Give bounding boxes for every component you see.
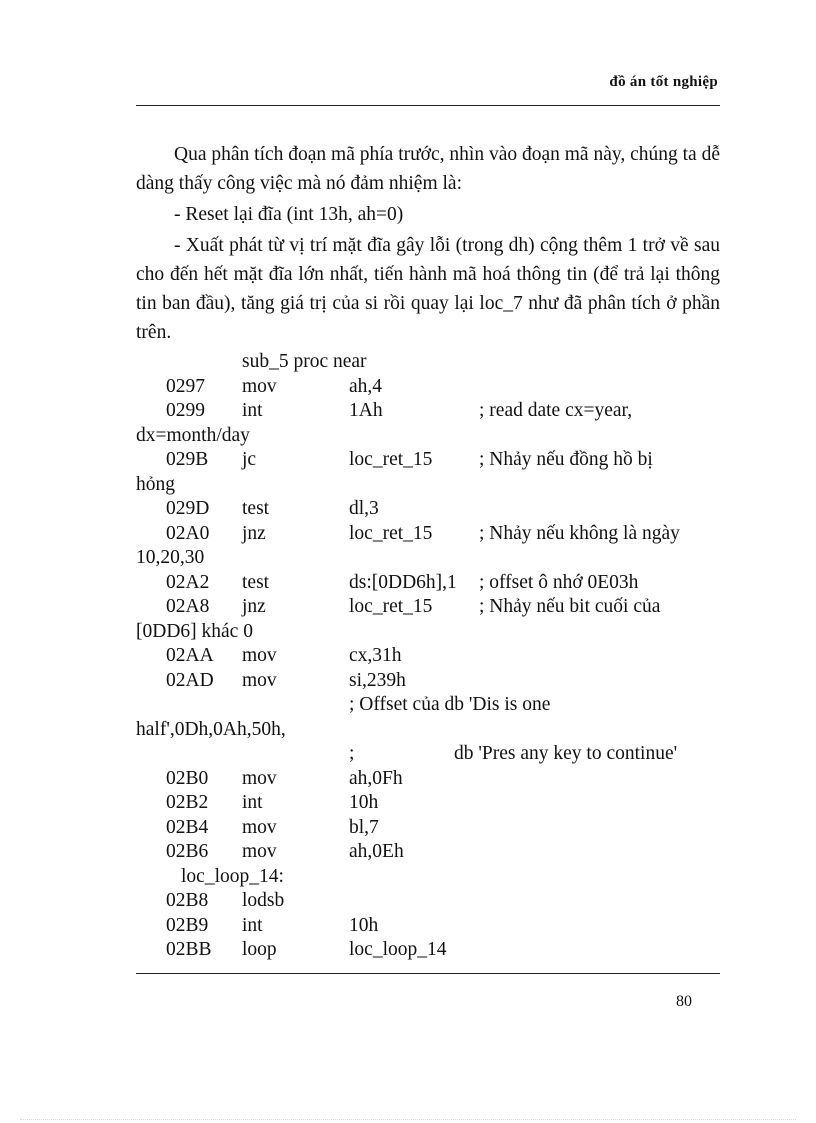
code-operand: 10h	[349, 914, 379, 936]
code-line	[136, 840, 720, 865]
code-line	[136, 571, 720, 596]
code-comment-continuation: dx=month/day	[136, 424, 250, 446]
code-line	[136, 938, 720, 963]
code-comment-continuation: hỏng	[136, 473, 175, 495]
code-opcode: jnz	[242, 596, 266, 617]
code-line	[136, 816, 720, 841]
page-edge-divider	[20, 1119, 796, 1120]
code-comment-continuation: [0DD6] khác 0	[136, 620, 253, 642]
header-rule	[136, 105, 720, 106]
code-comment-continuation: half',0Dh,0Ah,50h,	[136, 718, 286, 740]
code-operand: ah,0Fh	[349, 767, 403, 789]
paragraph: - Xuất phát từ vị trí mặt đĩa gây lỗi (trong dh) cộng thêm 1 trở về sau cho đến hết mặt đĩa lớn nhất, tiến hành mã hoá thông tin (để trả lại thông tin ban đầu), tăng giá trị của si rồi quay lại loc_7 như đã phân tích ở phần trên.	[136, 235, 720, 343]
page-content	[136, 140, 720, 963]
code-label: loc_loop_14:	[181, 865, 284, 887]
code-line	[136, 375, 720, 400]
code-line	[136, 791, 720, 816]
code-line	[136, 644, 720, 669]
code-operand: 10h	[349, 792, 379, 813]
code-opcode: jnz	[242, 522, 266, 544]
code-line	[136, 620, 720, 645]
code-address: 02A8	[166, 596, 210, 617]
code-opcode: mov	[242, 767, 277, 789]
code-address: 02BB	[166, 939, 212, 960]
code-opcode: mov	[242, 816, 277, 838]
code-listing	[136, 350, 720, 963]
code-address: 0299	[166, 400, 205, 421]
code-line	[136, 914, 720, 939]
code-opcode: test	[242, 498, 270, 519]
paragraph: - Reset lại đĩa (int 13h, ah=0)	[174, 204, 404, 225]
code-operand: bl,7	[349, 816, 379, 838]
code-comment: db 'Pres any key to continue'	[454, 743, 678, 764]
code-comment: ; Offset của db 'Dis is one	[349, 694, 551, 715]
code-address: 02B8	[166, 890, 209, 911]
code-line	[136, 742, 720, 767]
code-opcode: int	[242, 400, 263, 421]
code-operand: cx,31h	[349, 645, 402, 666]
code-address: 02B9	[166, 914, 209, 936]
code-operand: loc_ret_15	[349, 522, 433, 544]
code-comment: ; Nhảy nếu không là ngày	[479, 522, 680, 544]
code-opcode: lodsb	[242, 890, 285, 911]
code-operand: loc_ret_15	[349, 596, 433, 617]
footer-rule	[136, 973, 720, 974]
proc-header: sub_5 proc near	[242, 351, 367, 372]
code-line	[136, 693, 720, 718]
code-opcode: mov	[242, 375, 277, 397]
code-address: 029B	[166, 449, 209, 470]
code-operand: dl,3	[349, 498, 379, 519]
code-address: 0297	[166, 375, 205, 397]
code-comment-continuation: 10,20,30	[136, 547, 205, 568]
code-operand: ds:[0DD6h],1	[349, 571, 457, 593]
code-line	[136, 399, 720, 424]
code-address: 02AD	[166, 669, 214, 691]
paragraph: Qua phân tích đoạn mã phía trước, nhìn vào đoạn mã này, chúng ta dễ dàng thấy công việc mà nó đảm nhiệm là:	[136, 144, 720, 194]
code-comment: ; Nhảy nếu đồng hồ bị	[479, 449, 653, 470]
code-comment: ;	[349, 743, 355, 764]
code-line	[136, 424, 720, 449]
code-line	[136, 595, 720, 620]
code-address: 02AA	[166, 645, 214, 666]
code-address: 029D	[166, 498, 210, 519]
code-opcode: int	[242, 914, 263, 936]
code-line	[136, 350, 720, 375]
code-address: 02B2	[166, 792, 209, 813]
code-operand: ah,4	[349, 375, 383, 397]
code-comment: ; offset ô nhớ 0E03h	[479, 571, 639, 593]
code-opcode: jc	[242, 449, 257, 470]
code-opcode: mov	[242, 645, 277, 666]
code-comment: ; Nhảy nếu bit cuối của	[479, 596, 661, 617]
code-line	[136, 767, 720, 792]
code-line	[136, 497, 720, 522]
code-line	[136, 865, 720, 890]
code-opcode: mov	[242, 669, 277, 691]
page-header-title: đồ án tốt nghiệp	[609, 74, 718, 90]
code-opcode: int	[242, 792, 263, 813]
code-comment: ; read date cx=year,	[479, 400, 633, 421]
code-line	[136, 718, 720, 743]
code-opcode: loop	[242, 939, 277, 960]
code-operand: si,239h	[349, 669, 406, 691]
code-line	[136, 473, 720, 498]
code-line	[136, 522, 720, 547]
code-opcode: test	[242, 571, 270, 593]
code-line	[136, 889, 720, 914]
code-line	[136, 546, 720, 571]
code-operand: 1Ah	[349, 400, 383, 421]
code-opcode: mov	[242, 841, 277, 862]
code-operand: ah,0Eh	[349, 841, 404, 862]
page-number: 80	[676, 993, 692, 1010]
code-line	[136, 669, 720, 694]
code-line	[136, 448, 720, 473]
code-operand: loc_loop_14	[349, 939, 447, 960]
code-operand: loc_ret_15	[349, 449, 433, 470]
code-address: 02B0	[166, 767, 209, 789]
code-address: 02B6	[166, 841, 209, 862]
code-address: 02B4	[166, 816, 209, 838]
code-address: 02A2	[166, 571, 210, 593]
code-address: 02A0	[166, 522, 210, 544]
